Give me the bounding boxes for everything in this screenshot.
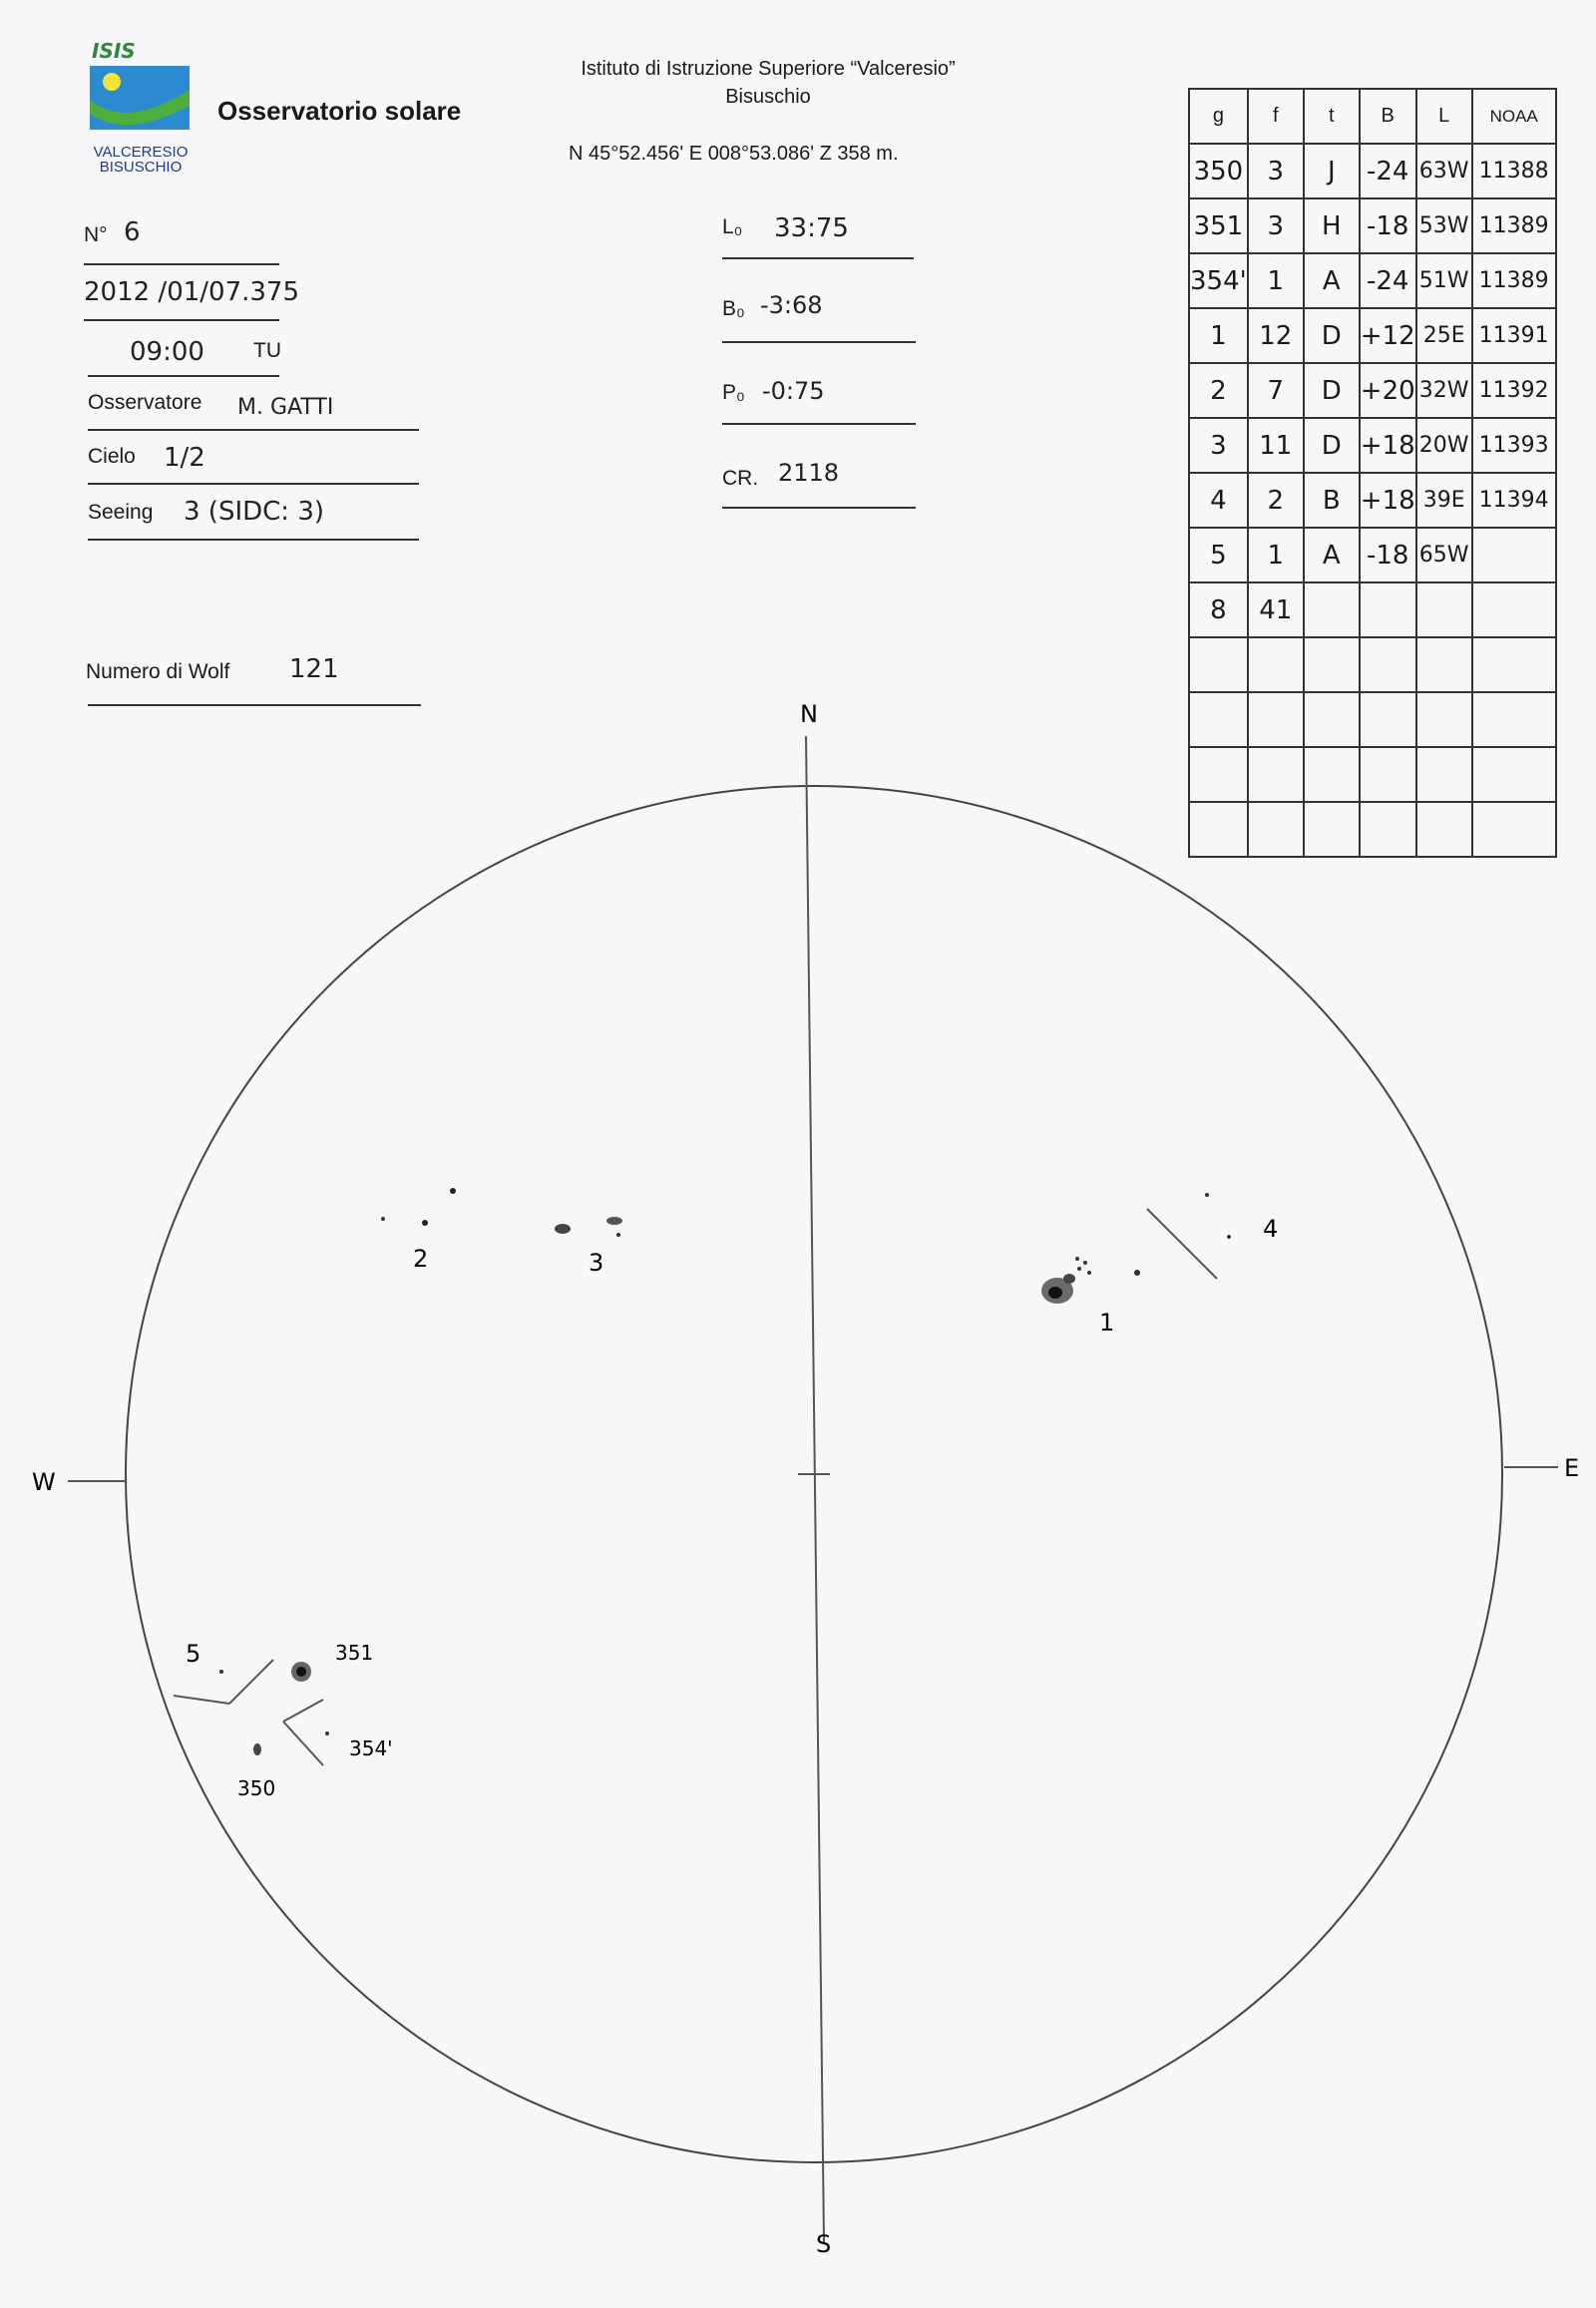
cell-noaa: 11392 [1472,363,1556,418]
cell-t: D [1304,363,1360,418]
sunspot-group-350 [253,1743,261,1755]
cell-f: 11 [1248,418,1304,473]
sunspot-group-5 [219,1670,223,1674]
logo-line-2: BISUSCHIO [99,159,183,176]
sky-label: Cielo [88,445,136,468]
cell-l: 25E [1416,308,1472,363]
group-351-label: 351 [335,1641,374,1665]
l0-value: 33:75 [774,213,849,243]
cell-t: A [1304,528,1360,582]
cell-g: 354' [1189,253,1248,308]
school-name: Istituto di Istruzione Superiore “Valceresio” [581,58,956,80]
col-header-b: B [1360,89,1416,144]
cell-b: +12 [1360,308,1416,363]
cell-f: 2 [1248,473,1304,528]
cell-b: +18 [1360,473,1416,528]
cell-f: 41 [1248,582,1304,637]
cell-noaa: 11389 [1472,253,1556,308]
cell-g: 350 [1189,144,1248,198]
cell-noaa: 11389 [1472,198,1556,253]
timezone-label: TU [253,339,281,362]
logo-line-1: VALCERESIO [93,144,189,161]
observer-value: M. GATTI [237,395,334,420]
west-label: W [32,1468,56,1496]
observatory-title: Osservatorio solare [217,96,462,126]
cell-l: 20W [1416,418,1472,473]
north-south-axis [806,736,824,2242]
cell-f: 3 [1248,144,1304,198]
cell-f: 3 [1248,198,1304,253]
l0-label: L₀ [722,215,743,238]
cell-l: 51W [1416,253,1472,308]
cell-g: 1 [1189,308,1248,363]
cell-g: 3 [1189,418,1248,473]
cell-b: -18 [1360,528,1416,582]
cell-l: 32W [1416,363,1472,418]
cell-t: B [1304,473,1360,528]
carrington-rotation-value: 2118 [778,459,840,487]
group-350-label: 350 [237,1776,276,1800]
col-header-l: L [1416,89,1472,144]
cell-g: 5 [1189,528,1248,582]
cell-b: +20 [1360,363,1416,418]
east-label: E [1564,1454,1580,1482]
cell-l: 39E [1416,473,1472,528]
b0-label: B₀ [722,297,745,320]
sunspot-group-1 [1041,1257,1140,1304]
sky-value: 1/2 [164,443,205,473]
cell-b: -24 [1360,253,1416,308]
cell-noaa: 11393 [1472,418,1556,473]
col-header-t: t [1304,89,1360,144]
cell-f: 12 [1248,308,1304,363]
date-value: 2012 /01/07.375 [84,277,300,307]
carrington-rotation-label: CR. [722,467,759,490]
cell-f: 1 [1248,528,1304,582]
cell-t: J [1304,144,1360,198]
col-header-noaa: NOAA [1472,89,1556,144]
cell-t: A [1304,253,1360,308]
cell-noaa: 11388 [1472,144,1556,198]
school-town: Bisuschio [725,86,811,108]
sunspot-group-2 [381,1188,456,1226]
north-label: N [800,700,818,728]
cell-l: 53W [1416,198,1472,253]
group-2-label: 2 [413,1245,429,1273]
cell-l: 63W [1416,144,1472,198]
group-3-label: 3 [589,1249,604,1277]
p0-value: -0:75 [762,377,825,405]
cell-noaa: 11391 [1472,308,1556,363]
sunspot-group-3 [555,1217,622,1237]
cell-g: 4 [1189,473,1248,528]
group-4-label: 4 [1263,1215,1279,1243]
cell-b: +18 [1360,418,1416,473]
group-1-label: 1 [1099,1309,1115,1337]
south-label: S [816,2230,832,2258]
wolf-number-value: 121 [289,654,339,684]
number-value: 6 [124,217,141,247]
cell-t: D [1304,308,1360,363]
cell-b: -24 [1360,144,1416,198]
b0-value: -3:68 [760,291,823,319]
cell-b: -18 [1360,198,1416,253]
sunspot-group-354 [283,1700,329,1765]
seeing-value: 3 (SIDC: 3) [184,497,325,527]
site-coordinates: N 45°52.456' E 008°53.086' Z 358 m. [569,143,899,165]
logo-brand: ISIS [92,40,136,63]
group-5-label: 5 [186,1640,201,1668]
sunspot-group-4 [1147,1193,1231,1279]
col-header-f: f [1248,89,1304,144]
cell-f: 1 [1248,253,1304,308]
observer-label: Osservatore [88,391,202,414]
p0-label: P₀ [722,381,745,404]
cell-g: 8 [1189,582,1248,637]
number-label: N° [84,223,108,246]
cell-t: D [1304,418,1360,473]
cell-t: H [1304,198,1360,253]
seeing-label: Seeing [88,501,154,524]
cell-noaa: 11394 [1472,473,1556,528]
wolf-number-label: Numero di Wolf [86,660,230,683]
cell-l: 65W [1416,528,1472,582]
time-value: 09:00 [130,337,204,367]
cell-f: 7 [1248,363,1304,418]
col-header-g: g [1189,89,1248,144]
cell-g: 2 [1189,363,1248,418]
cell-g: 351 [1189,198,1248,253]
group-354-label: 354' [349,1736,393,1760]
